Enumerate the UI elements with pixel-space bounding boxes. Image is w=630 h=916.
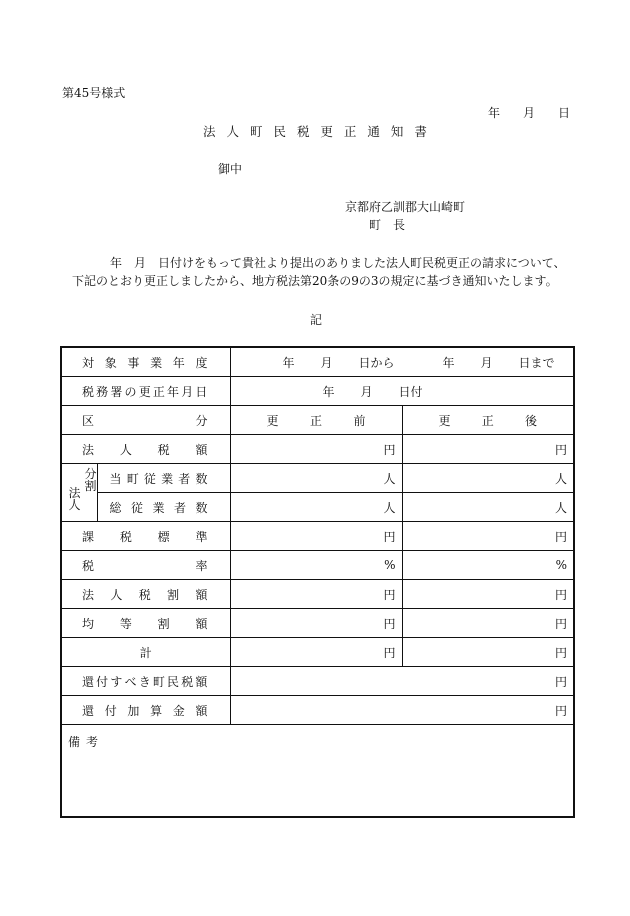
corp-tax-levy-label bbox=[61, 580, 230, 609]
title-char: 町 bbox=[249, 124, 263, 139]
refund-tax-label bbox=[61, 667, 230, 696]
notice-line-1: 年 月 日付けをもって貴社より提出のありました法人町民税更正の請求について、 bbox=[110, 256, 566, 270]
title-char: 知 bbox=[390, 124, 404, 139]
table-row-tax-office bbox=[61, 377, 574, 406]
label-char: 者 bbox=[173, 500, 186, 515]
label-char: 年 bbox=[167, 384, 180, 399]
label-char: 額 bbox=[195, 442, 208, 457]
label-char: 税 bbox=[181, 674, 194, 689]
from-day: 日から bbox=[358, 355, 395, 370]
table-row-remarks bbox=[61, 725, 574, 818]
label-char: 町 bbox=[152, 674, 165, 689]
to-month: 月 bbox=[480, 355, 493, 370]
label-char: 割 bbox=[167, 587, 180, 602]
label-char: 還 bbox=[82, 703, 95, 718]
title-char: 税 bbox=[296, 124, 310, 139]
label-char: 務 bbox=[96, 384, 109, 399]
ki-heading: 記 bbox=[310, 313, 323, 327]
label-char: 額 bbox=[195, 616, 208, 631]
label-char: 従 bbox=[143, 471, 156, 486]
issuer-title: 町 長 bbox=[369, 218, 406, 232]
before-header bbox=[230, 406, 402, 435]
label-char: 標 bbox=[157, 529, 170, 544]
label-char: 町 bbox=[126, 471, 139, 486]
issue-date bbox=[488, 104, 570, 121]
total-after[interactable]: 円 bbox=[402, 638, 574, 667]
label-char: 当 bbox=[109, 471, 122, 486]
label-char: 民 bbox=[167, 674, 180, 689]
label-char: 付 bbox=[104, 703, 117, 718]
tax-base-label bbox=[61, 522, 230, 551]
label-char: 税 bbox=[138, 587, 151, 602]
per-capita-label bbox=[61, 609, 230, 638]
category-header bbox=[61, 406, 230, 435]
date-year: 年 bbox=[322, 384, 335, 399]
label-char: 準 bbox=[195, 529, 208, 544]
period-value[interactable] bbox=[230, 347, 574, 377]
label-char: 分 bbox=[195, 413, 208, 428]
date-month: 月 bbox=[522, 106, 535, 120]
label-char: 課 bbox=[82, 529, 95, 544]
label-char: の bbox=[124, 384, 137, 399]
per-capita-before[interactable]: 円 bbox=[230, 609, 402, 638]
tax-rate-before[interactable]: % bbox=[230, 551, 402, 580]
total-label: 計 bbox=[61, 638, 230, 667]
to-day: 日まで bbox=[518, 355, 555, 370]
label-char: 率 bbox=[195, 558, 208, 573]
table-row bbox=[61, 667, 574, 696]
label-char: 総 bbox=[109, 500, 122, 515]
table-row bbox=[61, 580, 574, 609]
label-char: 署 bbox=[110, 384, 123, 399]
label-char: 対 bbox=[82, 355, 95, 370]
label-char: 付 bbox=[96, 674, 109, 689]
refund-interest-value[interactable]: 円 bbox=[230, 696, 574, 725]
label-char: 業 bbox=[152, 500, 165, 515]
issuer-address: 京都府乙訓郡大山崎町 bbox=[345, 200, 466, 214]
tax-rate-after[interactable]: % bbox=[402, 551, 574, 580]
recipient-suffix: 御中 bbox=[218, 162, 243, 176]
label-char: 割 bbox=[157, 616, 170, 631]
label-char: 還 bbox=[82, 674, 95, 689]
label-char: 法 bbox=[82, 442, 95, 457]
label-char: 前 bbox=[353, 413, 366, 428]
document-title bbox=[203, 122, 427, 140]
date-day: 日 bbox=[557, 106, 570, 120]
label-char: 算 bbox=[150, 703, 163, 718]
correction-table bbox=[60, 346, 575, 818]
label-char: 金 bbox=[172, 703, 185, 718]
corp-label: 法人 bbox=[68, 485, 81, 512]
corp-tax-after[interactable]: 円 bbox=[402, 435, 574, 464]
total-employees-after[interactable]: 人 bbox=[402, 493, 574, 522]
date-month: 月 bbox=[360, 384, 373, 399]
notice-line-2: 下記のとおり更正しましたから、地方税法第20条の9の3の規定に基づき通知いたします。 bbox=[72, 274, 558, 288]
label-char: 等 bbox=[119, 616, 132, 631]
label-char: 加 bbox=[127, 703, 140, 718]
date-year: 年 bbox=[488, 106, 501, 120]
title-char: 法 bbox=[203, 124, 216, 139]
total-employees-before[interactable]: 人 bbox=[230, 493, 402, 522]
label-char: 度 bbox=[195, 355, 208, 370]
to-year: 年 bbox=[442, 355, 455, 370]
label-char: 税 bbox=[119, 529, 132, 544]
label-char: 税 bbox=[82, 384, 95, 399]
label-char: 業 bbox=[161, 471, 174, 486]
from-month: 月 bbox=[320, 355, 333, 370]
title-char: 更 bbox=[320, 124, 333, 139]
label-char: 額 bbox=[195, 587, 208, 602]
label-char: 額 bbox=[195, 703, 208, 718]
label-char: き bbox=[138, 674, 151, 689]
corp-tax-label bbox=[61, 435, 230, 464]
title-char: 人 bbox=[226, 124, 239, 139]
table-row bbox=[61, 464, 574, 493]
label-char: 正 bbox=[309, 413, 322, 428]
date-day: 日付 bbox=[398, 384, 423, 399]
corp-tax-levy-before[interactable]: 円 bbox=[230, 580, 402, 609]
period-label bbox=[61, 347, 230, 377]
town-employees-label bbox=[97, 464, 230, 493]
label-char: 人 bbox=[119, 442, 132, 457]
label-char: 税 bbox=[82, 558, 95, 573]
label-char: べ bbox=[124, 674, 137, 689]
label-char: 年 bbox=[172, 355, 185, 370]
label-char: 月 bbox=[181, 384, 194, 399]
town-employees-before[interactable]: 人 bbox=[230, 464, 402, 493]
table-row bbox=[61, 609, 574, 638]
label-char: 正 bbox=[481, 413, 494, 428]
after-header bbox=[402, 406, 574, 435]
table-row bbox=[61, 551, 574, 580]
title-char: 民 bbox=[273, 124, 286, 139]
label-char: 更 bbox=[438, 413, 451, 428]
split-label: 分割 bbox=[84, 466, 97, 493]
town-employees-after[interactable]: 人 bbox=[402, 464, 574, 493]
label-char: 更 bbox=[138, 384, 151, 399]
label-char: 日 bbox=[195, 384, 208, 399]
table-row-period bbox=[61, 347, 574, 377]
label-char: 数 bbox=[195, 471, 208, 486]
from-year: 年 bbox=[282, 355, 295, 370]
refund-interest-label bbox=[61, 696, 230, 725]
label-char: 正 bbox=[152, 384, 165, 399]
tax-office-label bbox=[61, 377, 230, 406]
corp-tax-levy-after[interactable]: 円 bbox=[402, 580, 574, 609]
total-before[interactable]: 円 bbox=[230, 638, 402, 667]
form-number: 第45号様式 bbox=[62, 86, 126, 100]
label-char: 業 bbox=[150, 355, 163, 370]
tax-base-before[interactable]: 円 bbox=[230, 522, 402, 551]
table-row bbox=[61, 522, 574, 551]
remarks-label: 備考 bbox=[68, 735, 105, 749]
table-row bbox=[61, 435, 574, 464]
notice-body bbox=[72, 254, 572, 290]
title-char: 書 bbox=[414, 124, 427, 139]
table-row bbox=[61, 493, 574, 522]
label-char: 区 bbox=[82, 413, 95, 428]
tax-rate-label bbox=[61, 551, 230, 580]
label-char: 数 bbox=[195, 500, 208, 515]
refund-tax-value[interactable]: 円 bbox=[230, 667, 574, 696]
table-row-header bbox=[61, 406, 574, 435]
tax-office-value[interactable] bbox=[230, 377, 574, 406]
tax-base-after[interactable]: 円 bbox=[402, 522, 574, 551]
label-char: 更 bbox=[266, 413, 279, 428]
label-char: 額 bbox=[195, 674, 208, 689]
label-char: 人 bbox=[110, 587, 123, 602]
label-char: 者 bbox=[178, 471, 191, 486]
split-corp-label bbox=[61, 464, 97, 522]
label-char: 法 bbox=[82, 587, 95, 602]
label-char: 象 bbox=[104, 355, 117, 370]
label-char: 事 bbox=[127, 355, 140, 370]
title-char: 正 bbox=[343, 124, 357, 139]
label-char: 従 bbox=[130, 500, 143, 515]
label-char: 税 bbox=[157, 442, 170, 457]
corp-tax-before[interactable]: 円 bbox=[230, 435, 402, 464]
total-employees-label bbox=[97, 493, 230, 522]
label-char: す bbox=[110, 674, 123, 689]
label-char: 後 bbox=[525, 413, 538, 428]
label-char: 均 bbox=[82, 616, 95, 631]
title-char: 通 bbox=[367, 124, 380, 139]
table-row bbox=[61, 696, 574, 725]
table-row bbox=[61, 638, 574, 667]
remarks-field[interactable] bbox=[61, 725, 574, 818]
per-capita-after[interactable]: 円 bbox=[402, 609, 574, 638]
